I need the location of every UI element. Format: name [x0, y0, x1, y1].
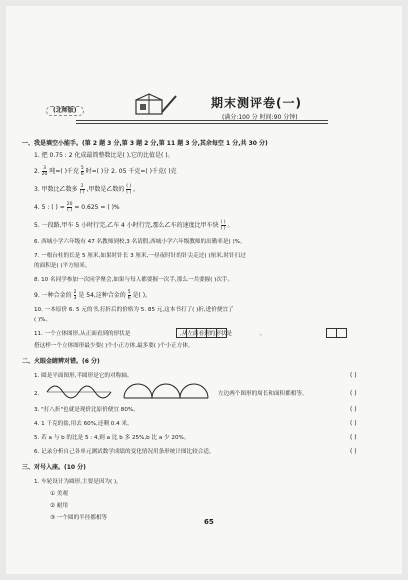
q4-part-a: 4. 5 : ( ) = — [34, 204, 67, 211]
section-3-heading: 三、对号入座。(10 分) — [22, 464, 86, 471]
exam-subtitle: (满分:100 分 时间:90 分钟) — [222, 114, 298, 121]
q4-part-b: = 0.625 = ( )% — [74, 204, 120, 211]
fraction-blank-3: $\frac{( )}{( )}$ — [220, 220, 226, 231]
question-2-4: 4. 1 千克的盐,用去 60%,还剩 0.4 米。 — [34, 421, 133, 427]
book-pen-icon — [132, 90, 178, 118]
q2-number: 2. — [34, 168, 40, 175]
fraction-2-3: $\frac{2}{3}$ — [73, 290, 77, 301]
q5-part-b: 。 — [227, 222, 234, 229]
q11-part-b: ,从左面看到的形状是 — [179, 331, 233, 337]
exam-title: 期末测评卷(一) — [211, 96, 302, 110]
fraction-5-6: $\frac{5}{6}$ — [80, 166, 84, 177]
question-1-5 — [34, 220, 233, 231]
answer-paren-2-5[interactable]: ( ) — [350, 434, 357, 441]
q3-part-a: 3. 甲数比乙数多 — [34, 186, 78, 193]
fraction-blank-1: $\frac{1}{( )}$ — [79, 184, 85, 195]
answer-paren-2-6[interactable]: ( ) — [350, 448, 357, 455]
question-2-5: 5. 若 a 与 b 的比是 5 : 4,则 a 比 b 多 25%,b 比 a 少 20%。 — [34, 435, 190, 441]
option-3-1-a[interactable]: ① 美观 — [50, 491, 68, 497]
question-1-8: 8. 10 名同学参加一次同学聚会,如果与每人都要握一次手,那么一共要握( )次手。 — [34, 277, 234, 283]
fraction-5-6b: $\frac{5}{6}$ — [127, 290, 131, 301]
question-1-4 — [34, 202, 120, 213]
semicircle-figure — [122, 382, 212, 400]
question-2-1: 1. 圆是平面图形,半圆形是它的对称轴。 — [34, 373, 133, 379]
question-1-1: 1. 把 0.75 : 2 化成最简整数比是( ),它的比值是( )。 — [34, 152, 174, 159]
question-1-9 — [34, 290, 151, 301]
q2-part-b: 吨=( )千克 — [49, 168, 79, 175]
answer-paren-2-1[interactable]: ( ) — [350, 372, 357, 379]
left-view-shape — [326, 328, 346, 338]
front-view-shape — [176, 328, 226, 338]
question-3-1: 1. 车轮设计为圆形,主要是因为( )。 — [34, 479, 122, 485]
section-1-heading: 一、我是填空小能手。(第 2 题 3 分,第 3 题 2 分,第 11 题 3 分,其余每空 1 分,共 30 分) — [22, 140, 268, 147]
question-1-3 — [34, 184, 139, 195]
title-divider — [76, 120, 328, 124]
question-1-11-line-1 — [34, 330, 265, 338]
question-1-7-line-1: 7. 一根台柱的长是 5 厘米,如果时针长 3 厘米,一昼夜时针的针尖走过( )厘米,时针扫过 — [34, 253, 246, 259]
q3-part-c: 。 — [133, 186, 140, 193]
question-1-6: 6. 西城小学六年级有 47 名教师到校,3 名请假,西城小学六年级教师的出勤率是( )%。 — [34, 239, 246, 245]
q11-part-a: 11. 一个立体图形,从正面看到的形状是 — [34, 331, 131, 337]
page-number: 65 — [204, 518, 214, 526]
q9-part-a: 9. 一种合金的 — [34, 292, 72, 299]
q2-part-c: 时=( )分 2. 05 千克=( )千克( )克 — [85, 168, 177, 175]
question-1-7-line-2: 的面积是( )平方厘米。 — [34, 263, 91, 269]
question-1-10-line-2: ( )%。 — [34, 317, 52, 323]
option-3-1-b[interactable]: ② 耐用 — [50, 503, 68, 509]
option-3-1-c[interactable]: ③ 一个圆的半径都相等 — [50, 515, 108, 521]
question-2-6: 6. 记录分析自己各单元测试数学成绩的变化情况用条形统计图比较合适。 — [34, 449, 215, 455]
q3-part-b: ,甲数是乙数的 — [86, 186, 125, 193]
q11-part-c: 。 — [259, 331, 266, 337]
q9-part-c: 是( )。 — [132, 292, 152, 299]
answer-paren-2-4[interactable]: ( ) — [350, 420, 357, 427]
answer-paren-2-2[interactable]: ( ) — [350, 390, 357, 397]
q9-part-b: 是 54,这种合金的 — [78, 292, 126, 299]
answer-paren-2-3[interactable]: ( ) — [350, 406, 357, 413]
wave-figure — [46, 384, 118, 400]
edition-badge: (北师版) — [46, 106, 84, 116]
fraction-3-20: $\frac{3}{20}$ — [41, 166, 48, 177]
question-1-10-line-1: 10. 一本原价 6. 5 元的书,打折后的价格为 5. 85 元,这本书打了( )折,进价便宜了 — [34, 307, 234, 313]
question-2-3: 3. "打八折"也就是现价比原价便宜 80%。 — [34, 407, 139, 413]
fraction-20-blank: $\frac{20}{( )}$ — [66, 202, 73, 213]
question-1-11-line-2: 搭这样一个立体图形最少要( )个小正方体,最多要( )个小正方体。 — [34, 343, 194, 349]
question-1-2 — [34, 166, 177, 177]
fraction-blank-2: $\frac{( )}{( )}$ — [126, 184, 132, 195]
q5-part-a: 5. 一段路,甲车 5 小时行完,乙车 4 小时行完,那么乙车的速度比甲车快 — [34, 222, 219, 229]
question-2-2-text: 左边两个图形的周长和面积都相等。 — [218, 391, 308, 397]
section-2-heading: 二、火眼金睛辨对错。(6 分) — [22, 358, 100, 365]
exam-page — [6, 6, 402, 574]
question-2-2-number: 2. — [34, 391, 40, 397]
